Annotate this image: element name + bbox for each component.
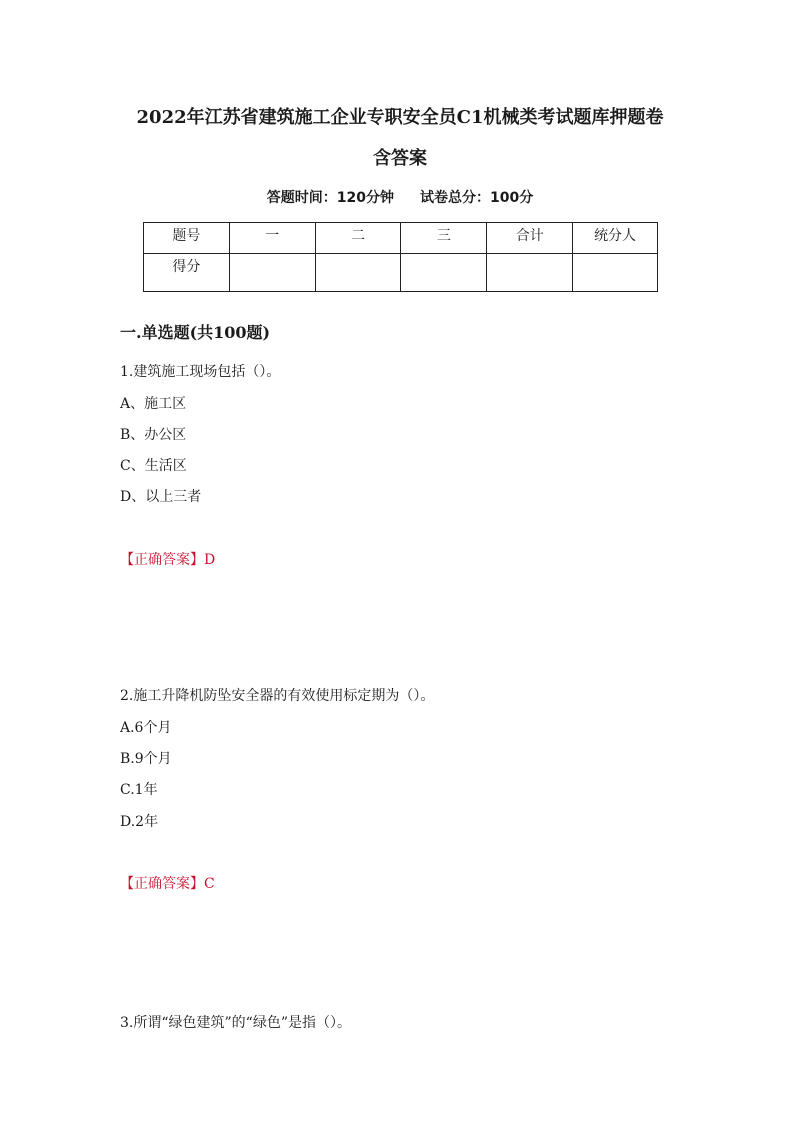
question-stem: 2.施工升降机防坠安全器的有效使用标定期为（）。 [120,688,435,704]
question-option: A、施工区 [120,396,187,412]
score-cell [229,254,315,292]
question-option: A.6个月 [120,720,172,736]
correct-answer: 【正确答案】C [120,876,215,892]
score-cell [487,254,573,292]
exam-time: 答题时间：120分钟 [266,190,394,206]
score-table-header-row [144,223,658,254]
document-title-line-2: 含答案 [373,148,427,169]
question-stem: 3.所谓“绿色建筑”的“绿色”是指（）。 [120,1015,351,1031]
exam-total-score: 试卷总分：100分 [420,190,534,206]
score-table-header-cell: 二 [315,223,401,254]
score-table-header-cell: 三 [401,223,487,254]
question-option: B.9个月 [120,751,172,767]
question-option: C、生活区 [120,458,187,474]
exam-meta [100,188,700,208]
question-stem: 1.建筑施工现场包括（）。 [120,364,281,380]
score-table-header-cell: 统分人 [573,223,658,254]
correct-answer: 【正确答案】D [120,552,216,568]
score-cell [401,254,487,292]
question-option: D、以上三者 [120,489,202,505]
question-option: D.2年 [120,814,159,830]
document-title-line-1: 2022年江苏省建筑施工企业专职安全员C1机械类考试题库押题卷 [136,107,664,128]
section-title: 一.单选题(共100题) [120,323,271,342]
score-table-header-cell: 合计 [487,223,573,254]
question-option: B、办公区 [120,427,187,443]
score-table-header-cell: 一 [229,223,315,254]
score-table [143,222,658,292]
question-option: C.1年 [120,782,158,798]
score-cell [315,254,401,292]
score-table-row-label: 得分 [144,254,230,292]
score-table-header-cell: 题号 [144,223,230,254]
score-cell [573,254,658,292]
score-table-score-row [144,254,658,292]
